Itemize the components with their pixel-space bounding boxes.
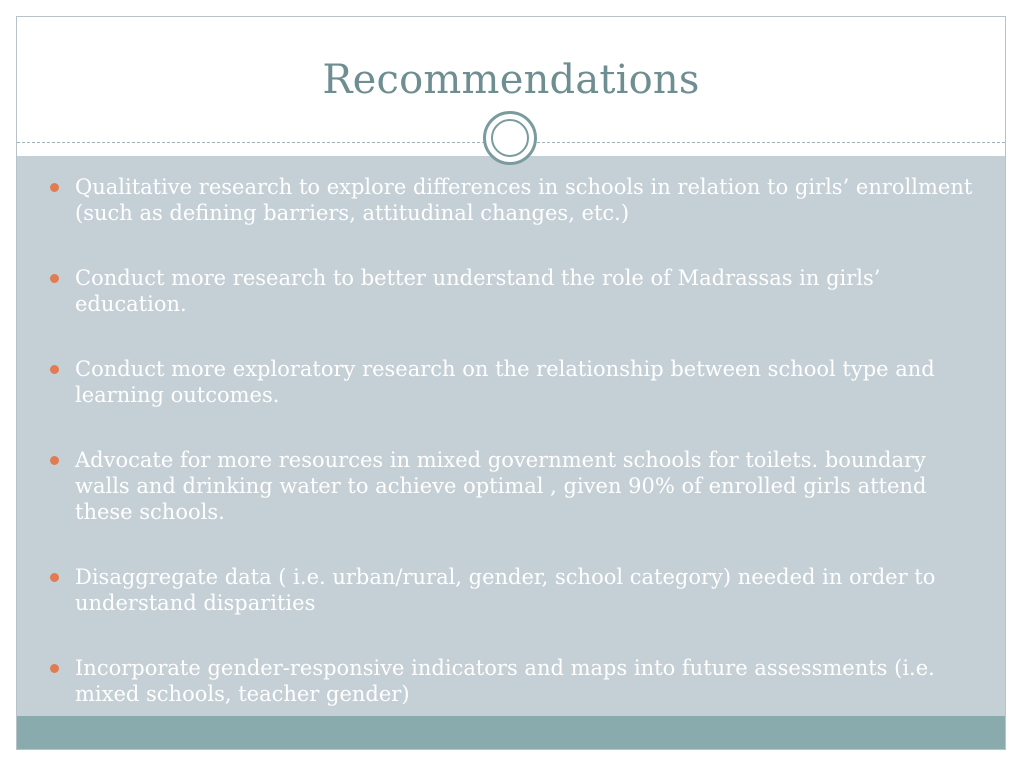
bullet-dot-icon [50, 274, 59, 283]
bullet-text: Incorporate gender-responsive indicators and maps into future assessments (i.e. mixed schools, teacher gender) [75, 656, 935, 706]
bullet-item [47, 356, 977, 408]
slide-title: Recommendations [322, 57, 700, 103]
slide [16, 16, 1006, 750]
bullet-item [47, 265, 977, 317]
bullet-text: Conduct more exploratory research on the relationship between school type and learning outcomes. [75, 357, 935, 407]
inner-ring [491, 119, 529, 157]
bullet-text: Qualitative research to explore differences in schools in relation to girls’ enrollment (such as defining barriers, attitudinal changes, etc.) [75, 175, 973, 225]
bullet-dot-icon [50, 183, 59, 192]
footer-band [17, 716, 1005, 750]
double-ring-circle-icon [483, 111, 537, 165]
bullet-item [47, 447, 977, 525]
bullet-dot-icon [50, 456, 59, 465]
bullet-item [47, 174, 977, 226]
content-area [17, 156, 1005, 716]
bullet-dot-icon [50, 573, 59, 582]
bullet-text: Disaggregate data ( i.e. urban/rural, gender, school category) needed in order to understand disparities [75, 565, 936, 615]
bullet-dot-icon [50, 365, 59, 374]
bullet-dot-icon [50, 664, 59, 673]
bullet-list [47, 174, 977, 707]
bullet-item [47, 655, 977, 707]
bullet-text: Advocate for more resources in mixed government schools for toilets. boundary walls and drinking water to achieve optimal , given 90% of enrolled girls attend these schools. [75, 448, 927, 524]
bullet-item [47, 564, 977, 616]
bullet-text: Conduct more research to better understand the role of Madrassas in girls’ education. [75, 266, 881, 316]
